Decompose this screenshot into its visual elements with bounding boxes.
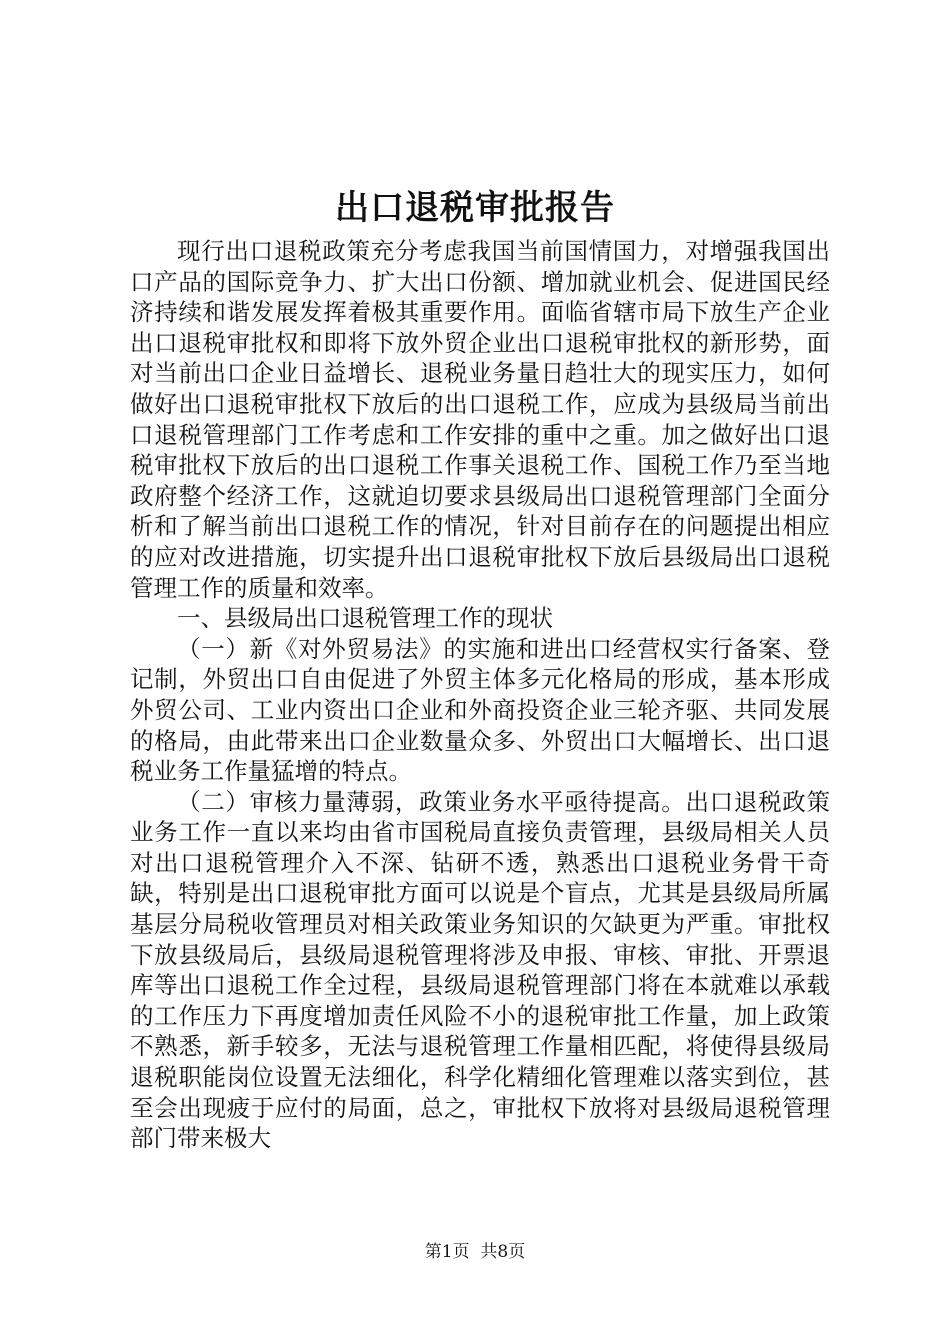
section-heading: 一、县级局出口退税管理工作的现状	[177, 604, 553, 633]
subsection-2-paragraph: （二）审核力量薄弱，政策业务水平亟待提高。出口退税政策业务工作一直以来均由省市国税局直接负责管理，县级局相关人员对出口退税管理介入不深、钻研不透，熟悉出口退税业务骨干奇缺，特别是出口退税审批方面可以说是个盲点，尤其是县级局所属基层分局税收管理员对相关政策业务知识的欠缺更为严重。审批权下放县级局后，县级局退税管理将涉及申报、审核、审批、开票退库等出口退税工作全过程，县级局退税管理部门将在本就难以承载的工作压力下再度增加责任风险不小的退税审批工作量，加上政策不熟悉，新手较多，无法与退税管理工作量相匹配，将使得县级局退税职能岗位设置无法细化，科学化精细化管理难以落实到位，甚至会出现疲于应付的局面，总之，审批权下放将对县级局退税管理部门带来极大	[130, 787, 830, 1153]
intro-paragraph: 现行出口退税政策充分考虑我国当前国情国力，对增强我国出口产品的国际竞争力、扩大出口份额、增加就业机会、促进国民经济持续和谐发展发挥着极其重要作用。面临省辖市局下放生产企业出口退税审批权和即将下放外贸企业出口退税审批权的新形势，面对当前出口企业日益增长、退税业务量日趋壮大的现实压力，如何做好出口退税审批权下放后的出口退税工作，应成为县级局当前出口退税管理部门工作考虑和工作安排的重中之重。加之做好出口退税审批权下放后的出口退税工作事关退税工作、国税工作乃至当地政府整个经济工作，这就迫切要求县级局出口退税管理部门全面分析和了解当前出口退税工作的情况，针对目前存在的问题提出相应的应对改进措施，切实提升出口退税审批权下放后县级局出口退税管理工作的质量和效率。	[130, 237, 830, 602]
document-body	[130, 236, 830, 1154]
document-title: 出口退税审批报告	[335, 188, 615, 228]
page-number: 第1页 共8页	[424, 1242, 526, 1262]
page-footer	[0, 1241, 950, 1263]
subsection-1-paragraph: （一）新《对外贸易法》的实施和进出口经营权实行备案、登记制，外贸出口自由促进了外贸主体多元化格局的形成，基本形成外贸公司、工业内资出口企业和外商投资企业三轮齐驱、共同发展的格局，由此带来出口企业数量众多、外贸出口大幅增长、出口退税业务工作量猛增的特点。	[130, 634, 830, 786]
